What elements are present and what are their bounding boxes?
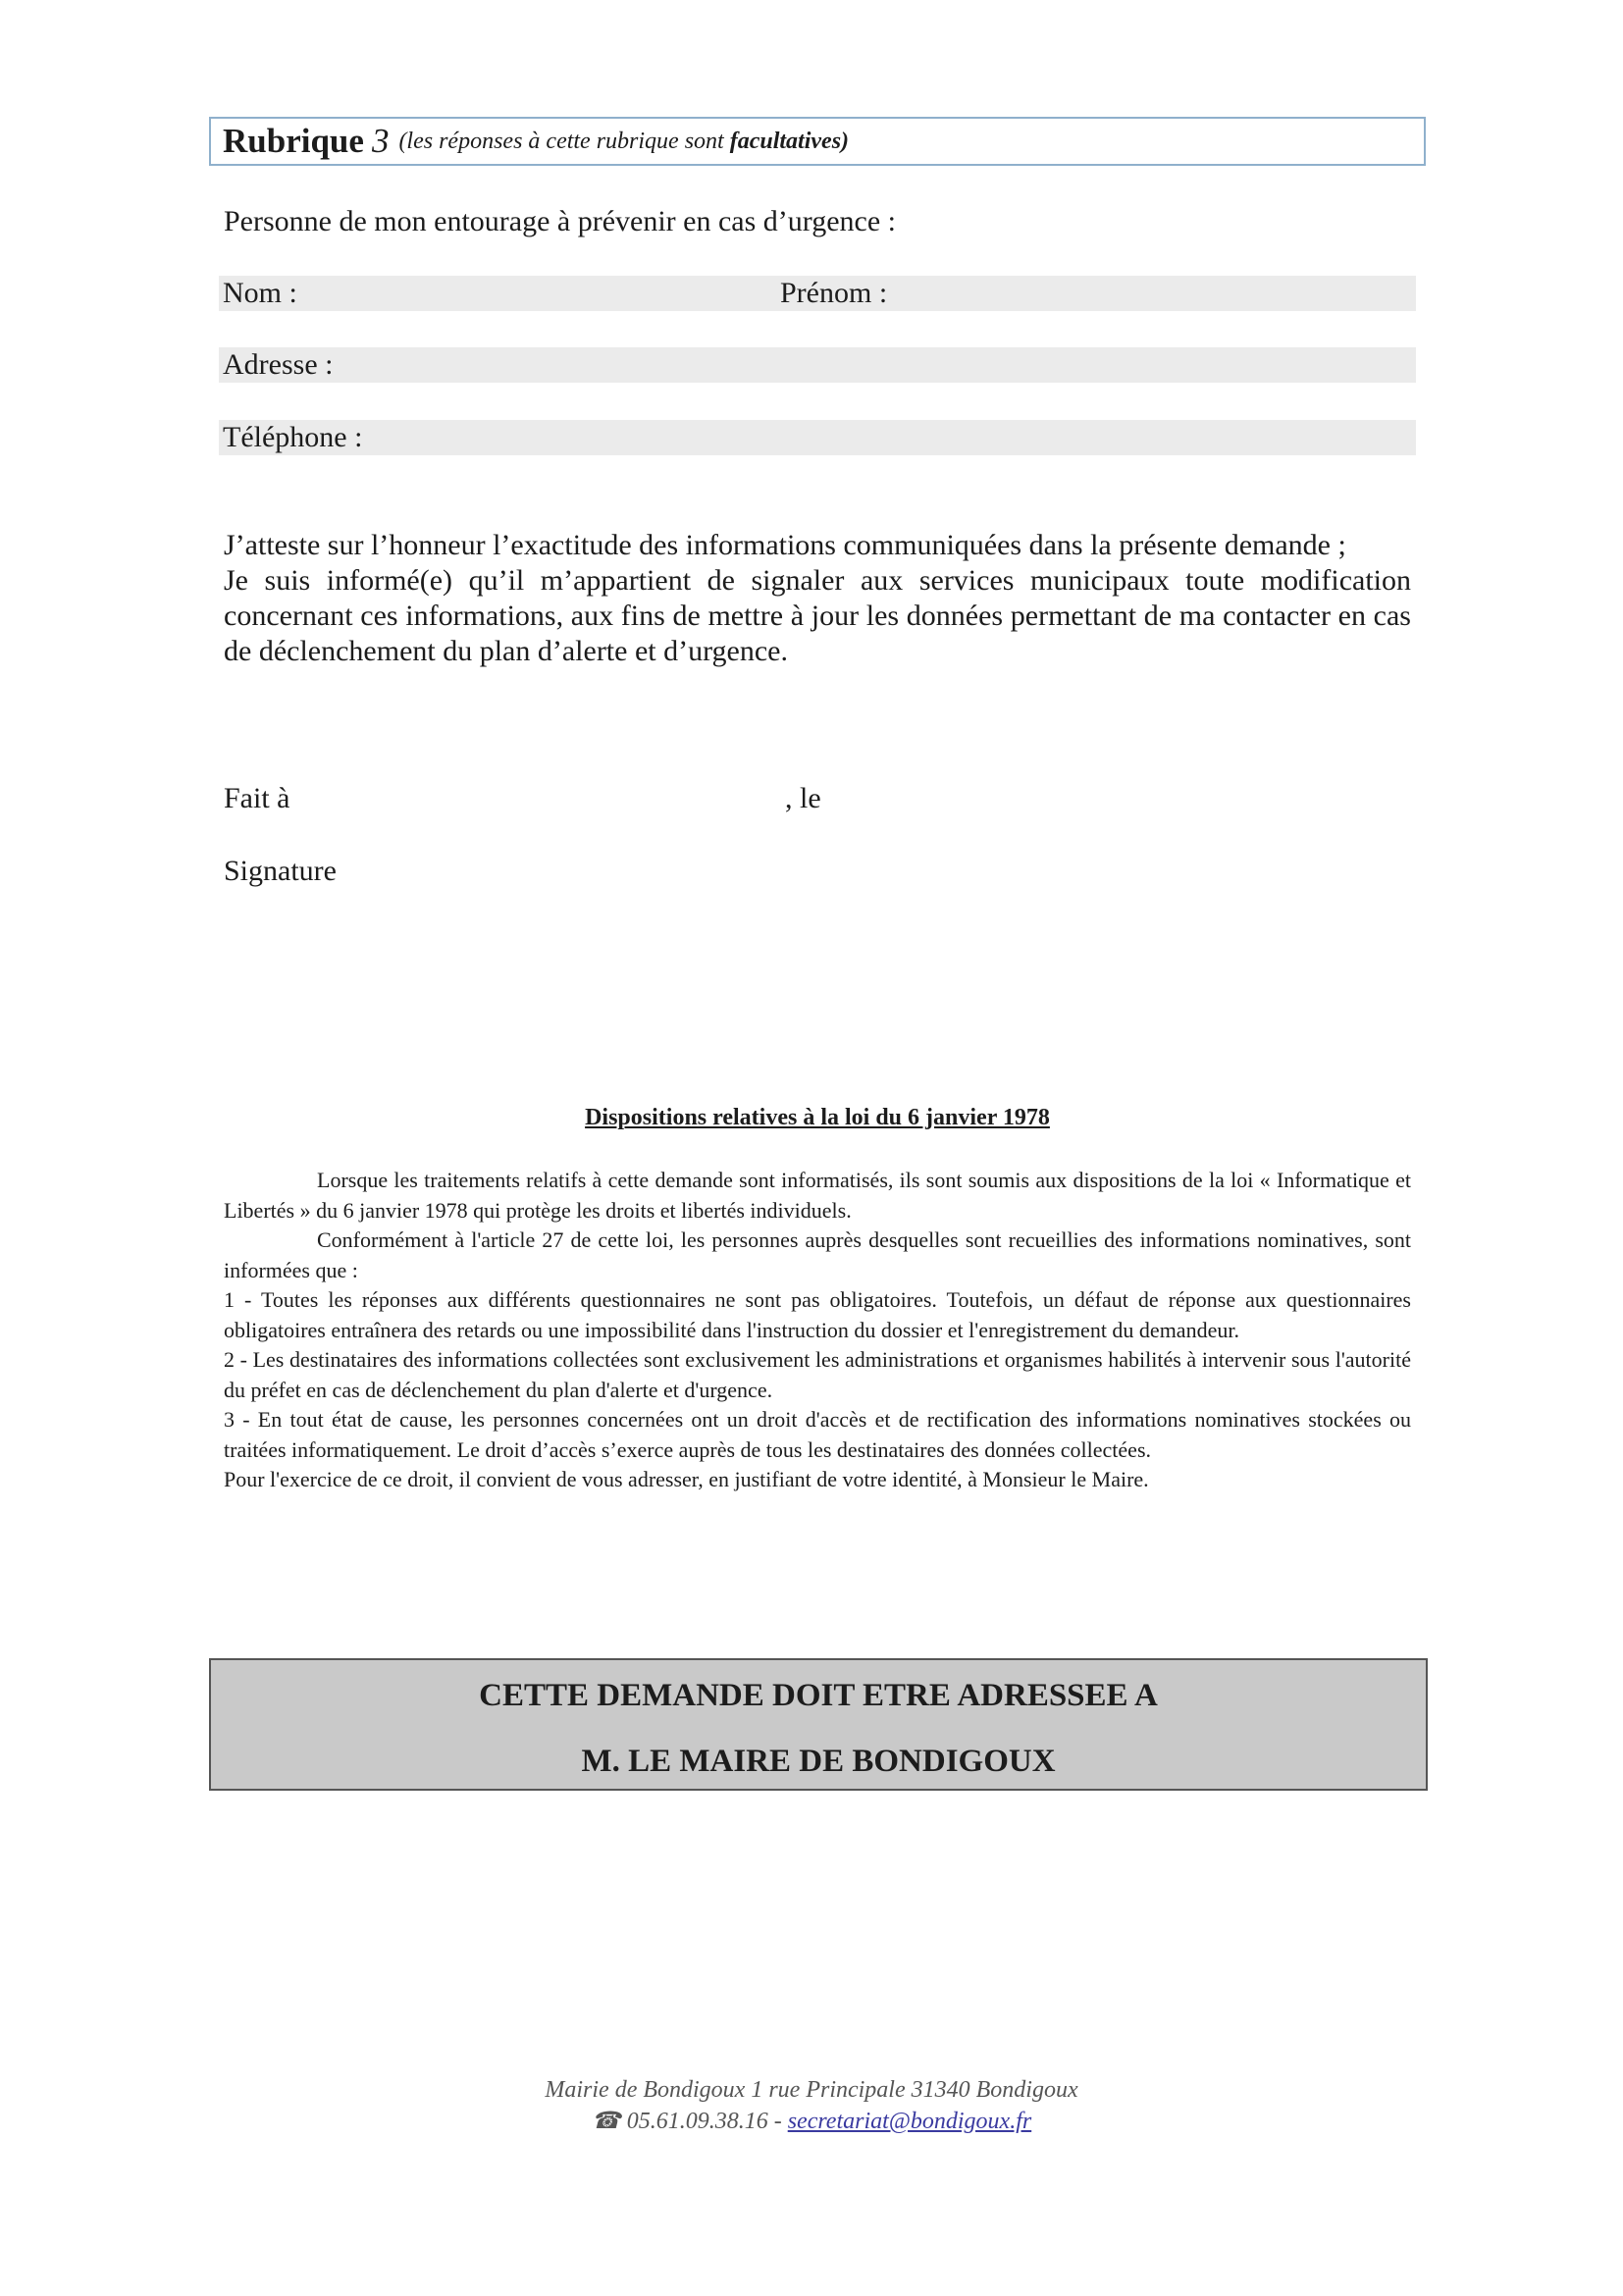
address-line-2: M. LE MAIRE DE BONDIGOUX bbox=[581, 1744, 1056, 1779]
address-field[interactable] bbox=[219, 347, 1416, 383]
rubrique-note bbox=[398, 129, 849, 155]
law-paragraph-6: Pour l'exercice de ce droit, il convient de vous adresser, en justifiant de votre identité, à Monsieur le Maire. bbox=[224, 1467, 1149, 1491]
law-paragraph-1: Lorsque les traitements relatifs à cette demande sont informatisés, ils sont soumis aux dispositions de la loi « Informatique et Libertés » du 6 janvier 1978 qui protège les droits et libertés individuels. bbox=[224, 1168, 1411, 1223]
law-paragraph-2: Conformément à l'article 27 de cette loi, les personnes auprès desquelles sont recueillies des informations nominatives, sont informées que : bbox=[224, 1227, 1411, 1282]
rubrique-word: Rubrique bbox=[223, 122, 364, 160]
law-paragraph-4: 2 - Les destinataires des informations collectées sont exclusivement les administrations et organismes habilités à intervenir sous l'autorité du préfet en cas de déclenchement du plan d'alerte et d'urgence. bbox=[224, 1347, 1411, 1402]
phone-field[interactable] bbox=[219, 420, 1416, 455]
address-line-1: CETTE DEMANDE DOIT ETRE ADRESSEE A bbox=[479, 1678, 1158, 1713]
name-field[interactable] bbox=[219, 276, 1416, 311]
signature-label: Signature bbox=[224, 855, 337, 887]
footer-address: Mairie de Bondigoux 1 rue Principale 31340 Bondigoux bbox=[545, 2077, 1078, 2103]
rubrique-number: 3 bbox=[371, 122, 390, 160]
mailing-address-box bbox=[209, 1658, 1428, 1791]
rubrique-note-prefix: (les réponses à cette rubrique sont bbox=[398, 128, 724, 154]
nom-label: Nom : bbox=[223, 277, 297, 309]
prenom-label: Prénom : bbox=[780, 277, 888, 309]
footer-email-link[interactable]: secretariat@bondigoux.fr bbox=[787, 2109, 1032, 2134]
attestation-p1: J’atteste sur l’honneur l’exactitude des informations communiquées dans la présente demande ; bbox=[224, 529, 1346, 561]
footer-phone: 05.61.09.38.16 - bbox=[626, 2109, 782, 2134]
law-title: Dispositions relatives à la loi du 6 janvier 1978 bbox=[585, 1105, 1050, 1130]
telephone-label: Téléphone : bbox=[223, 421, 363, 453]
phone-icon: ☎ bbox=[591, 2109, 621, 2134]
law-body bbox=[224, 1166, 1411, 1495]
rubrique-header bbox=[209, 117, 1426, 166]
law-paragraph-3: 1 - Toutes les réponses aux différents questionnaires ne sont pas obligatoires. Toutefois, un défaut de réponse aux questionnaires obligatoires entraînera des retards ou une impossibilité dans l'instruction du dossier et l'enregistrement du demandeur. bbox=[224, 1287, 1411, 1342]
fait-a-label: Fait à bbox=[224, 782, 290, 814]
law-paragraph-5: 3 - En tout état de cause, les personnes concernées ont un droit d'accès et de rectification des informations nominatives stockées ou traitées informatiquement. Le droit d’accès s’exerce auprès de tous les destinataires des données collectées. bbox=[224, 1407, 1411, 1462]
adresse-label: Adresse : bbox=[223, 348, 334, 381]
footer-contact bbox=[0, 2106, 1623, 2137]
rubrique-note-emphasis: facultatives) bbox=[729, 128, 850, 154]
attestation bbox=[224, 528, 1411, 669]
attestation-p2: Je suis informé(e) qu’il m’appartient de signaler aux services municipaux toute modification concernant ces informations, aux fins de mettre à jour les données permettant de ma contacter en cas de déclenchement du plan d’alerte et d’urgence. bbox=[224, 564, 1411, 667]
date-label: , le bbox=[785, 782, 821, 814]
footer bbox=[0, 2074, 1623, 2137]
emergency-contact-intro: Personne de mon entourage à prévenir en cas d’urgence : bbox=[224, 205, 897, 237]
